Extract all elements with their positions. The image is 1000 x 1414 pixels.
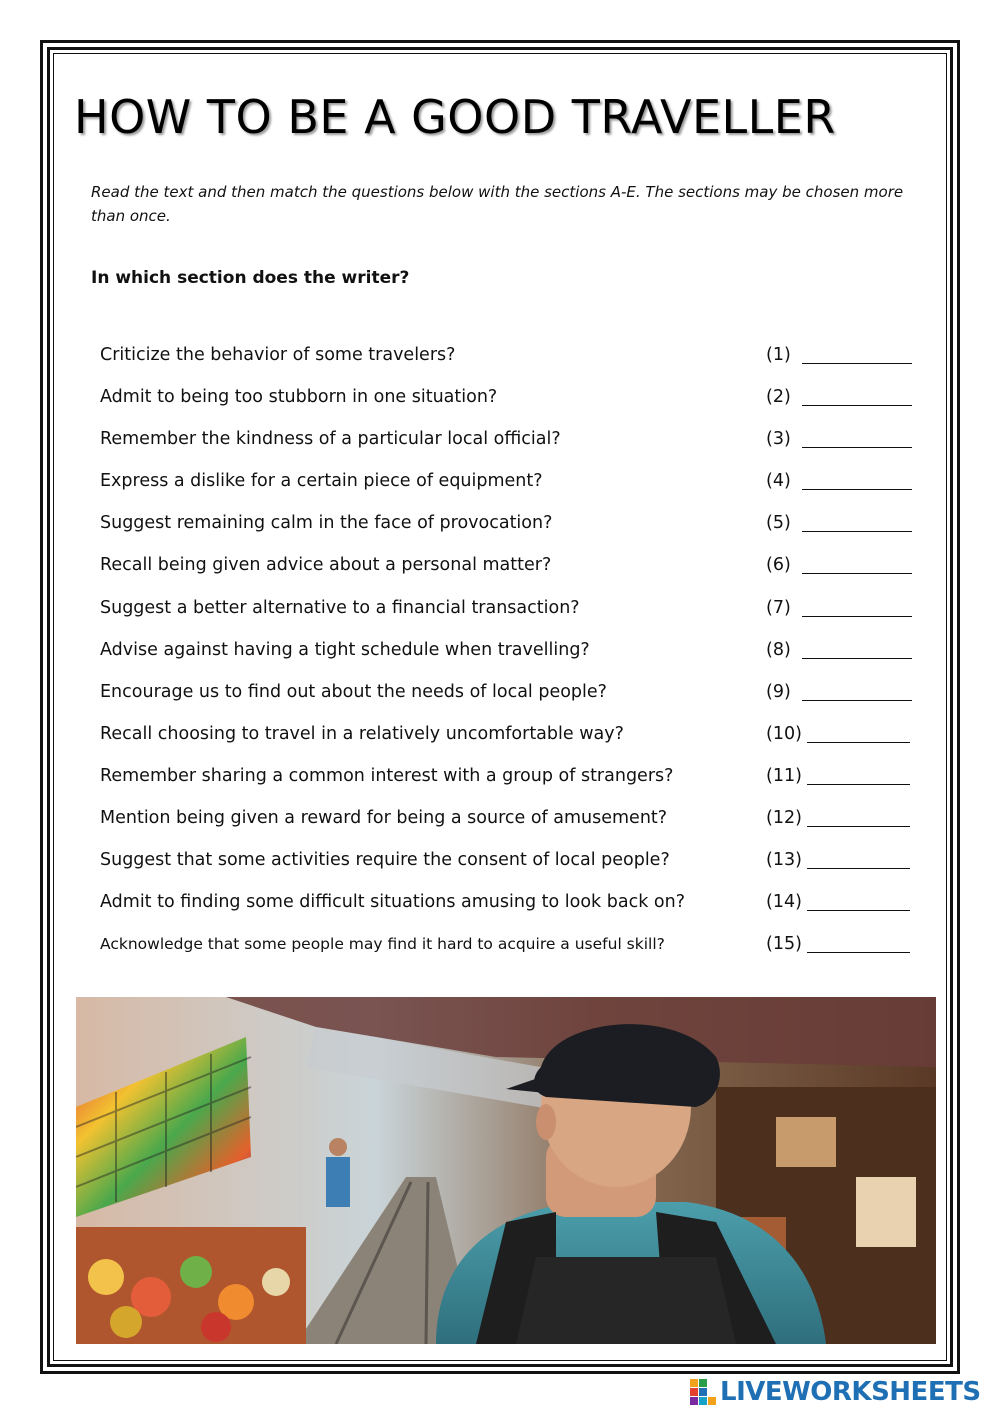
question-text: Admit to being too stubborn in one situation?	[100, 387, 498, 408]
question-item	[100, 718, 920, 760]
question-number: (2)	[766, 387, 791, 408]
question-text: Express a dislike for a certain piece of equipment?	[100, 471, 543, 492]
question-number: (8)	[766, 639, 791, 660]
question-item	[100, 507, 920, 549]
question-number: (14)	[766, 892, 802, 913]
question-number: (13)	[766, 850, 802, 871]
question-text: Advise against having a tight schedule when travelling?	[100, 639, 590, 660]
question-item	[100, 676, 920, 718]
traveller-market-photo	[76, 997, 936, 1344]
question-text: Encourage us to find out about the needs of local people?	[100, 681, 607, 702]
liveworksheets-logo-icon	[690, 1379, 716, 1405]
question-item	[100, 634, 920, 676]
question-item	[100, 844, 920, 886]
answer-blank[interactable]	[802, 658, 912, 659]
question-number: (11)	[766, 765, 802, 786]
answer-blank[interactable]	[807, 910, 910, 911]
answer-blank[interactable]	[802, 700, 912, 701]
question-number: (10)	[766, 723, 802, 744]
answer-blank[interactable]	[807, 826, 910, 827]
answer-blank[interactable]	[802, 531, 912, 532]
question-text: Suggest a better alternative to a financial transaction?	[100, 597, 580, 618]
question-list	[100, 339, 920, 970]
answer-blank[interactable]	[807, 784, 910, 785]
brand-name: LIVEWORKSHEETS	[720, 1377, 981, 1407]
question-item	[100, 381, 920, 423]
question-text: Criticize the behavior of some travelers?	[100, 345, 456, 365]
question-item	[100, 465, 920, 507]
question-item	[100, 549, 920, 591]
question-text: Suggest remaining calm in the face of provocation?	[100, 513, 553, 534]
answer-blank[interactable]	[802, 616, 912, 617]
question-number: (1)	[766, 345, 791, 365]
question-number: (12)	[766, 808, 802, 829]
answer-blank[interactable]	[802, 363, 912, 364]
question-item	[100, 928, 920, 970]
question-text: Recall choosing to travel in a relatively uncomfortable way?	[100, 723, 624, 744]
question-number: (15)	[766, 934, 802, 955]
question-number: (4)	[766, 471, 791, 492]
question-item	[100, 592, 920, 634]
question-number: (5)	[766, 513, 791, 534]
answer-blank[interactable]	[802, 573, 912, 574]
question-text: Recall being given advice about a personal matter?	[100, 555, 552, 576]
liveworksheets-brand	[690, 1377, 981, 1407]
answer-blank[interactable]	[807, 742, 910, 743]
question-text: Remember sharing a common interest with a group of strangers?	[100, 765, 674, 786]
answer-blank[interactable]	[802, 447, 912, 448]
question-text: Acknowledge that some people may find it hard to acquire a useful skill?	[100, 935, 665, 954]
worksheet-title: HOW TO BE A GOOD TRAVELLER	[74, 90, 836, 144]
question-text: Admit to finding some difficult situations amusing to look back on?	[100, 892, 685, 913]
instructions-text: Read the text and then match the questions below with the sections A-E. The sections may be chosen more than once.	[91, 183, 904, 225]
question-item	[100, 339, 920, 381]
question-item	[100, 802, 920, 844]
question-number: (3)	[766, 429, 791, 450]
question-number: (6)	[766, 555, 791, 576]
question-item	[100, 423, 920, 465]
section-question-heading: In which section does the writer?	[91, 268, 410, 288]
question-text: Suggest that some activities require the consent of local people?	[100, 850, 670, 871]
question-number: (9)	[766, 681, 791, 702]
answer-blank[interactable]	[807, 952, 910, 953]
answer-blank[interactable]	[807, 868, 910, 869]
answer-blank[interactable]	[802, 405, 912, 406]
answer-blank[interactable]	[802, 489, 912, 490]
question-text: Remember the kindness of a particular local official?	[100, 429, 561, 450]
question-text: Mention being given a reward for being a source of amusement?	[100, 808, 668, 829]
question-item	[100, 760, 920, 802]
question-item	[100, 886, 920, 928]
question-number: (7)	[766, 597, 791, 618]
